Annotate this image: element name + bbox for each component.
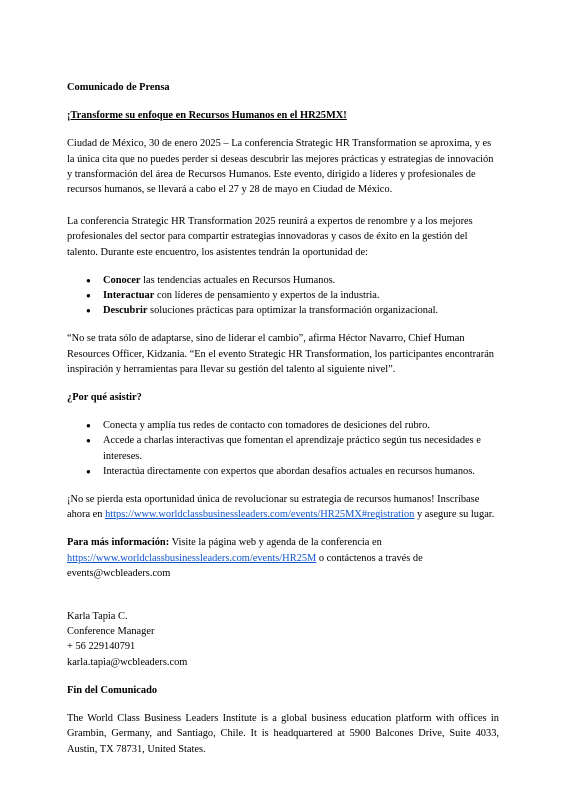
registration-link[interactable]: https://www.worldclassbusinessleaders.com/events/HR25MX#registration (105, 509, 415, 521)
press-release-page (67, 80, 499, 757)
contact-block (67, 609, 499, 670)
conference-paragraph: La conferencia Strategic HR Transformation 2025 reunirá a expertos de renombre y a los mejores profesionales del sector para compartir estrategias innovadoras y casos de éxito en la gestión del talento. Durante este encuentro, los asistentes tendrán la oportunidad de: (67, 216, 473, 258)
info-label: Para más información: (67, 537, 170, 549)
benefits-list (67, 273, 499, 319)
info-paragraph: Para más información: Visite la página web y agenda de la conferencia en https://www.worldclassbusinessleaders.com/events/HR25M o contáctenos a través de events@wcbleaders.com (67, 537, 423, 579)
list-item: ● Accede a charlas interactivas que fomentan el aprendizaje práctico según tus necesidades e intereses. (67, 433, 499, 463)
reasons-list (67, 418, 499, 479)
why-attend-heading: ¿Por qué asistir? (67, 392, 142, 404)
contact-role: Conference Manager (67, 626, 155, 638)
cta-paragraph: ¡No se pierda esta oportunidad única de revolucionar su estrategia de recursos humanos! Inscríbase ahora en https://www.worldclassbusinessleaders.com/events/HR25MX#registration y asegure su lugar. (67, 494, 495, 521)
list-item: ● Conocer las tendencias actuales en Recursos Humanos. (67, 273, 499, 288)
list-item: ● Descubrir soluciones prácticas para optimizar la transformación organizacional. (67, 303, 499, 318)
end-of-release: Fin del Comunicado (67, 684, 158, 696)
contact-phone: + 56 229140791 (67, 641, 136, 653)
about-paragraph: The World Class Business Leaders Institute is a global business education platform with offices in Grambin, Germany, and Santiago, Chile. It is headquartered at 5900 Balcones Drive, Suite 4033, Austin, TX 78731, United States. (67, 713, 499, 755)
list-item: ● Conecta y amplía tus redes de contacto con tomadores de desiciones del rubro. (67, 418, 499, 433)
list-item: ● Interactúa directamente con expertos que abordan desafíos actuales en recursos humanos. (67, 464, 499, 479)
list-item: ● Interactuar con líderes de pensamiento y expertos de la industria. (67, 288, 499, 303)
document-label: Comunicado de Prensa (67, 82, 170, 93)
contact-email: karla.tapia@wcbleaders.com (67, 656, 188, 668)
event-link[interactable]: https://www.worldclassbusinessleaders.com/events/HR25M (67, 552, 317, 564)
contact-name: Karla Tapia C. (67, 611, 128, 623)
document-title: ¡Transforme su enfoque en Recursos Humanos en el HR25MX! (67, 110, 347, 122)
quote-paragraph: “No se trata sólo de adaptarse, sino de liderar el cambio”, afirma Héctor Navarro, Chief Human Resources Officer, Kidzania. “En el evento Strategic HR Transformation, los participantes encontrarán inspiración y herramientas para llevar su gestión del talento al siguiente nivel”. (67, 333, 495, 375)
intro-paragraph: Ciudad de México, 30 de enero 2025 – La conferencia Strategic HR Transformation se aproxima, y es la única cita que no puedes perder si deseas descubrir las mejores prácticas y estrategias de innovación y transformación del área de Recursos Humanos. Este evento, dirigido a líderes y profesionales de recursos humanos, se llevará a cabo el 27 y 28 de mayo en Ciudad de México. (67, 138, 494, 196)
